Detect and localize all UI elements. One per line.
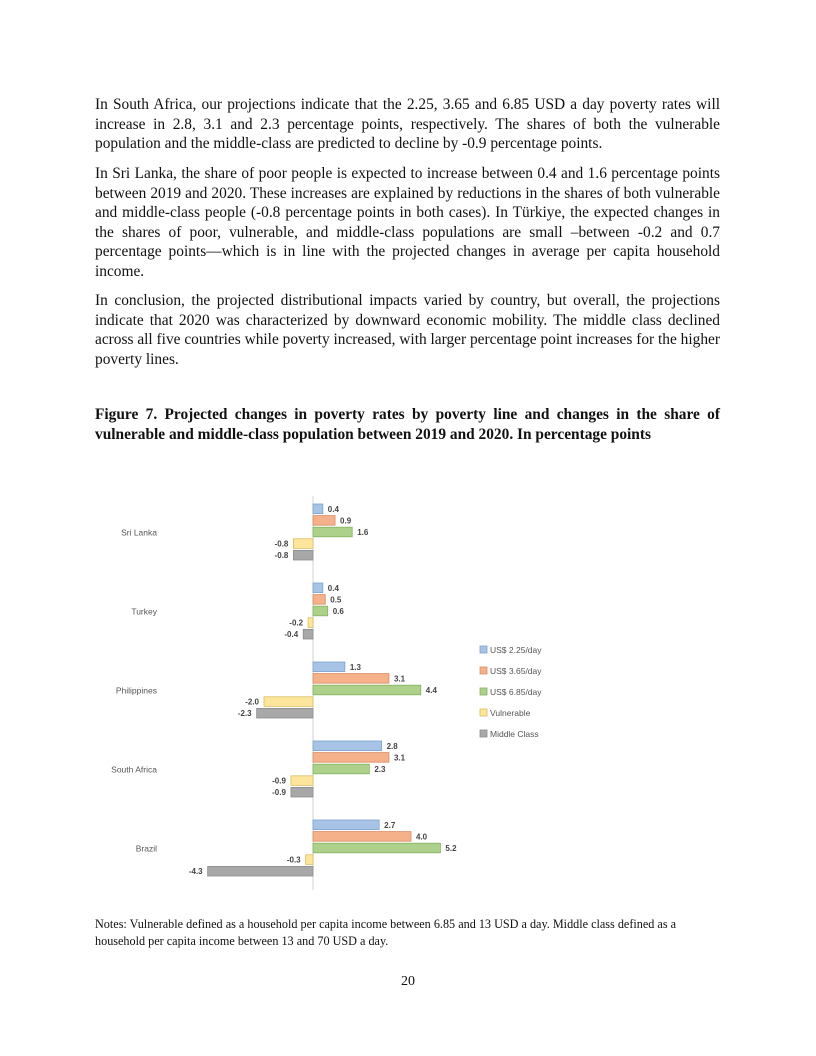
data-label: 1.3 — [349, 662, 361, 672]
data-label: 2.3 — [374, 765, 386, 774]
data-label: 0.4 — [327, 583, 339, 593]
data-label: 4.0 — [416, 832, 428, 842]
data-label: -0.2 — [289, 618, 304, 628]
bar-vulnerable — [291, 776, 313, 786]
bar-us-6-85-day — [313, 606, 328, 616]
legend-label: Vulnerable — [490, 708, 531, 718]
data-label: 2.8 — [386, 741, 398, 751]
data-label: 0.9 — [340, 516, 352, 526]
category-label: Sri Lanka — [121, 527, 157, 538]
bar-us-3-65-day — [313, 595, 325, 605]
bar-us-6-85-day — [313, 764, 369, 774]
bar-middle-class — [293, 550, 313, 560]
bar-vulnerable — [293, 539, 313, 549]
bar-middle-class — [291, 787, 313, 797]
data-label: 5.2 — [445, 844, 457, 853]
figure-title: Figure 7. Projected changes in poverty rates by poverty line and changes in the share of vulnerable and middle-class population between 2019 and 2020. In percentage points — [95, 406, 720, 443]
legend-swatch — [480, 709, 487, 716]
bar-us-3-65-day — [313, 753, 389, 763]
bar-us-6-85-day — [313, 527, 352, 537]
data-label: -0.9 — [272, 788, 286, 798]
category-label: Brazil — [135, 843, 157, 854]
bar-us-2-25-day — [313, 820, 379, 830]
data-label: -0.4 — [284, 630, 299, 640]
data-label: 3.1 — [393, 674, 406, 684]
bar-us-2-25-day — [313, 741, 382, 751]
category-label: Turkey — [131, 606, 157, 617]
bar-middle-class — [303, 629, 313, 639]
legend-label: US$ 3.65/day — [490, 666, 542, 676]
data-label: -0.8 — [274, 539, 289, 549]
figure-notes: Notes: Vulnerable defined as a household per capita income between 6.85 and 13 USD a day. Middle class defined as a household per capita income between 13 and 70 USD a day. — [95, 917, 677, 948]
category-label: Philippines — [115, 685, 157, 696]
bar-us-6-85-day — [313, 685, 421, 695]
data-label: -2.0 — [245, 697, 259, 707]
legend-label: US$ 2.25/day — [490, 645, 542, 655]
data-label: 1.6 — [357, 528, 369, 537]
bar-us-3-65-day — [313, 832, 411, 842]
data-label: -0.9 — [272, 776, 286, 786]
page-number: 20 — [401, 974, 415, 989]
data-label: -0.8 — [274, 551, 289, 561]
paragraph-sri-lanka-turkiye: In Sri Lanka, the share of poor people is expected to increase between 0.4 and 1.6 percentage points between 2019 and 2020. These increases are explained by reductions in the shares of both vulnerable and middle-class people (-0.8 percentage points in both cases). In Türkiye, the expected changes in the shares of poor, vulnerable, and middle-class populations are small –between -0.2 and 0.7 percentage points—which is in line with the projected changes in average per capita household income. — [95, 165, 720, 280]
legend-swatch — [480, 646, 487, 653]
data-label: -2.3 — [237, 709, 252, 719]
category-label: South Africa — [111, 764, 157, 775]
legend-swatch — [480, 730, 487, 737]
legend-label: Middle Class — [490, 729, 539, 739]
data-label: 4.4 — [425, 686, 437, 695]
data-label: 0.4 — [327, 504, 339, 514]
bar-us-2-25-day — [313, 662, 345, 672]
data-label: -0.3 — [286, 855, 301, 865]
bar-middle-class — [208, 866, 313, 876]
bar-vulnerable — [264, 697, 313, 707]
legend-swatch — [480, 667, 487, 674]
paragraph-south-africa: In South Africa, our projections indicate that the 2.25, 3.65 and 6.85 USD a day poverty rates will increase in 2.8, 3.1 and 2.3 percentage points, respectively. The shares of both the vulnerable population and the middle-class are predicted to decline by -0.9 percentage points. — [95, 96, 720, 153]
bar-us-6-85-day — [313, 843, 440, 853]
data-label: 3.1 — [393, 753, 406, 763]
data-label: -4.3 — [188, 867, 203, 877]
bar-us-2-25-day — [313, 583, 323, 593]
data-label: 0.6 — [332, 607, 344, 616]
paragraph-conclusion: In conclusion, the projected distributional impacts varied by country, but overall, the projections indicate that 2020 was characterized by downward economic mobility. The middle class declined across all five countries while poverty increased, with larger percentage point increases for the higher poverty lines. — [95, 292, 720, 368]
data-label: 0.5 — [330, 595, 342, 605]
legend-swatch — [480, 688, 487, 695]
legend-label: US$ 6.85/day — [490, 687, 542, 697]
bar-us-3-65-day — [313, 516, 335, 526]
bar-us-3-65-day — [313, 674, 389, 684]
bar-vulnerable — [308, 618, 313, 628]
bar-chart — [0, 480, 816, 900]
bar-middle-class — [257, 708, 313, 718]
data-label: 2.7 — [384, 820, 396, 830]
bar-us-2-25-day — [313, 504, 323, 514]
bar-vulnerable — [306, 855, 313, 865]
